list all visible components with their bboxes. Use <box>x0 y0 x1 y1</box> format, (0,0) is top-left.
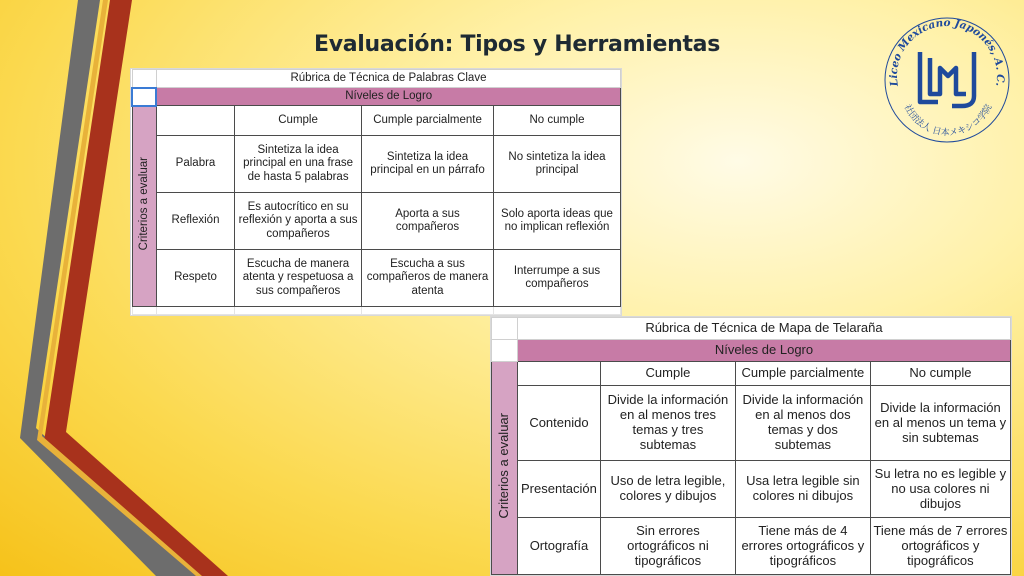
rubric1-criterion: Reflexión <box>156 193 234 250</box>
rubric2-cell: Divide la información en al menos un tema y sin subtemas <box>870 386 1010 461</box>
rubric1-row <box>132 250 621 307</box>
rubric2-cell: Divide la información en al menos dos temas y dos subtemas <box>735 386 870 461</box>
rubric2-criterion: Presentación <box>517 461 600 518</box>
rubric2-cell: Tiene más de 7 errores ortográficos y tipográficos <box>870 518 1010 575</box>
logo-letters <box>920 52 974 106</box>
rubric1-cell: Escucha de manera atenta y respetuosa a sus compañeros <box>235 250 362 307</box>
slide-title: Evaluación: Tipos y Herramientas <box>313 32 721 57</box>
rubric1-cell: Interrumpe a sus compañeros <box>493 250 620 307</box>
rubric2-levels-header: Níveles de Logro <box>517 340 1010 362</box>
rubric2-criterion: Contenido <box>517 386 600 461</box>
rubric1-cell: No sintetiza la idea principal <box>493 136 620 193</box>
rubric1-column-header: Cumple <box>235 106 362 136</box>
rubric1-cell: Solo aporta ideas que no implican reflexión <box>493 193 620 250</box>
rubric2-criteria-label: Criterios a evaluar <box>492 362 518 575</box>
selected-cell[interactable] <box>132 88 156 106</box>
rubric1-row <box>132 136 621 193</box>
rubric1-criteria-label: Criterios a evaluar <box>132 106 156 307</box>
rubric2-corner-cell <box>517 362 600 386</box>
rubric-mapa-telarana <box>490 316 1012 576</box>
rubric1-criterion: Palabra <box>156 136 234 193</box>
rubric2-row <box>492 518 1011 575</box>
rubric2-cell: Uso de letra legible, colores y dibujos <box>600 461 735 518</box>
rubric1-row <box>132 193 621 250</box>
rubric2-cell: Divide la información en al menos tres temas y tres subtemas <box>600 386 735 461</box>
rubric-palabras-clave <box>130 68 622 316</box>
rubric1-cell: Sintetiza la idea principal en un párrafo <box>362 136 494 193</box>
rubric1-cell: Aporta a sus compañeros <box>362 193 494 250</box>
rubric2-column-header: No cumple <box>870 362 1010 386</box>
rubric2-cell: Sin errores ortográficos ni tipográficos <box>600 518 735 575</box>
rubric1-corner-cell <box>156 106 234 136</box>
rubric1-column-header: No cumple <box>493 106 620 136</box>
rubric2-criterion: Ortografía <box>517 518 600 575</box>
rubric1-cell: Escucha a sus compañeros de manera atenta <box>362 250 494 307</box>
rubric2-row <box>492 386 1011 461</box>
rubric2-row <box>492 461 1011 518</box>
rubric1-column-header: Cumple parcialmente <box>362 106 494 136</box>
rubric1-cell: Es autocrítico en su reflexión y aporta a sus compañeros <box>235 193 362 250</box>
rubric1-criterion: Respeto <box>156 250 234 307</box>
logo-arc-text: Liceo Mexicano Japonés, A. C. <box>887 17 1007 88</box>
rubric1-levels-header: Níveles de Logro <box>156 88 620 106</box>
logo-japanese-text: 社団法人 日本メキシコ学院 <box>901 102 995 139</box>
rubric2-column-header: Cumple <box>600 362 735 386</box>
lmj-monogram-icon <box>878 10 1016 148</box>
rubric2-cell: Tiene más de 4 errores ortográficos y tipográficos <box>735 518 870 575</box>
rubric2-cell: Su letra no es legible y no usa colores ni dibujos <box>870 461 1010 518</box>
rubric2-column-header: Cumple parcialmente <box>735 362 870 386</box>
rubric1-title: Rúbrica de Técnica de Palabras Clave <box>156 70 620 88</box>
rubric2-title: Rúbrica de Técnica de Mapa de Telaraña <box>517 318 1010 340</box>
rubric2-cell: Usa letra legible sin colores ni dibujos <box>735 461 870 518</box>
rubric1-cell: Sintetiza la idea principal en una frase de hasta 5 palabras <box>235 136 362 193</box>
